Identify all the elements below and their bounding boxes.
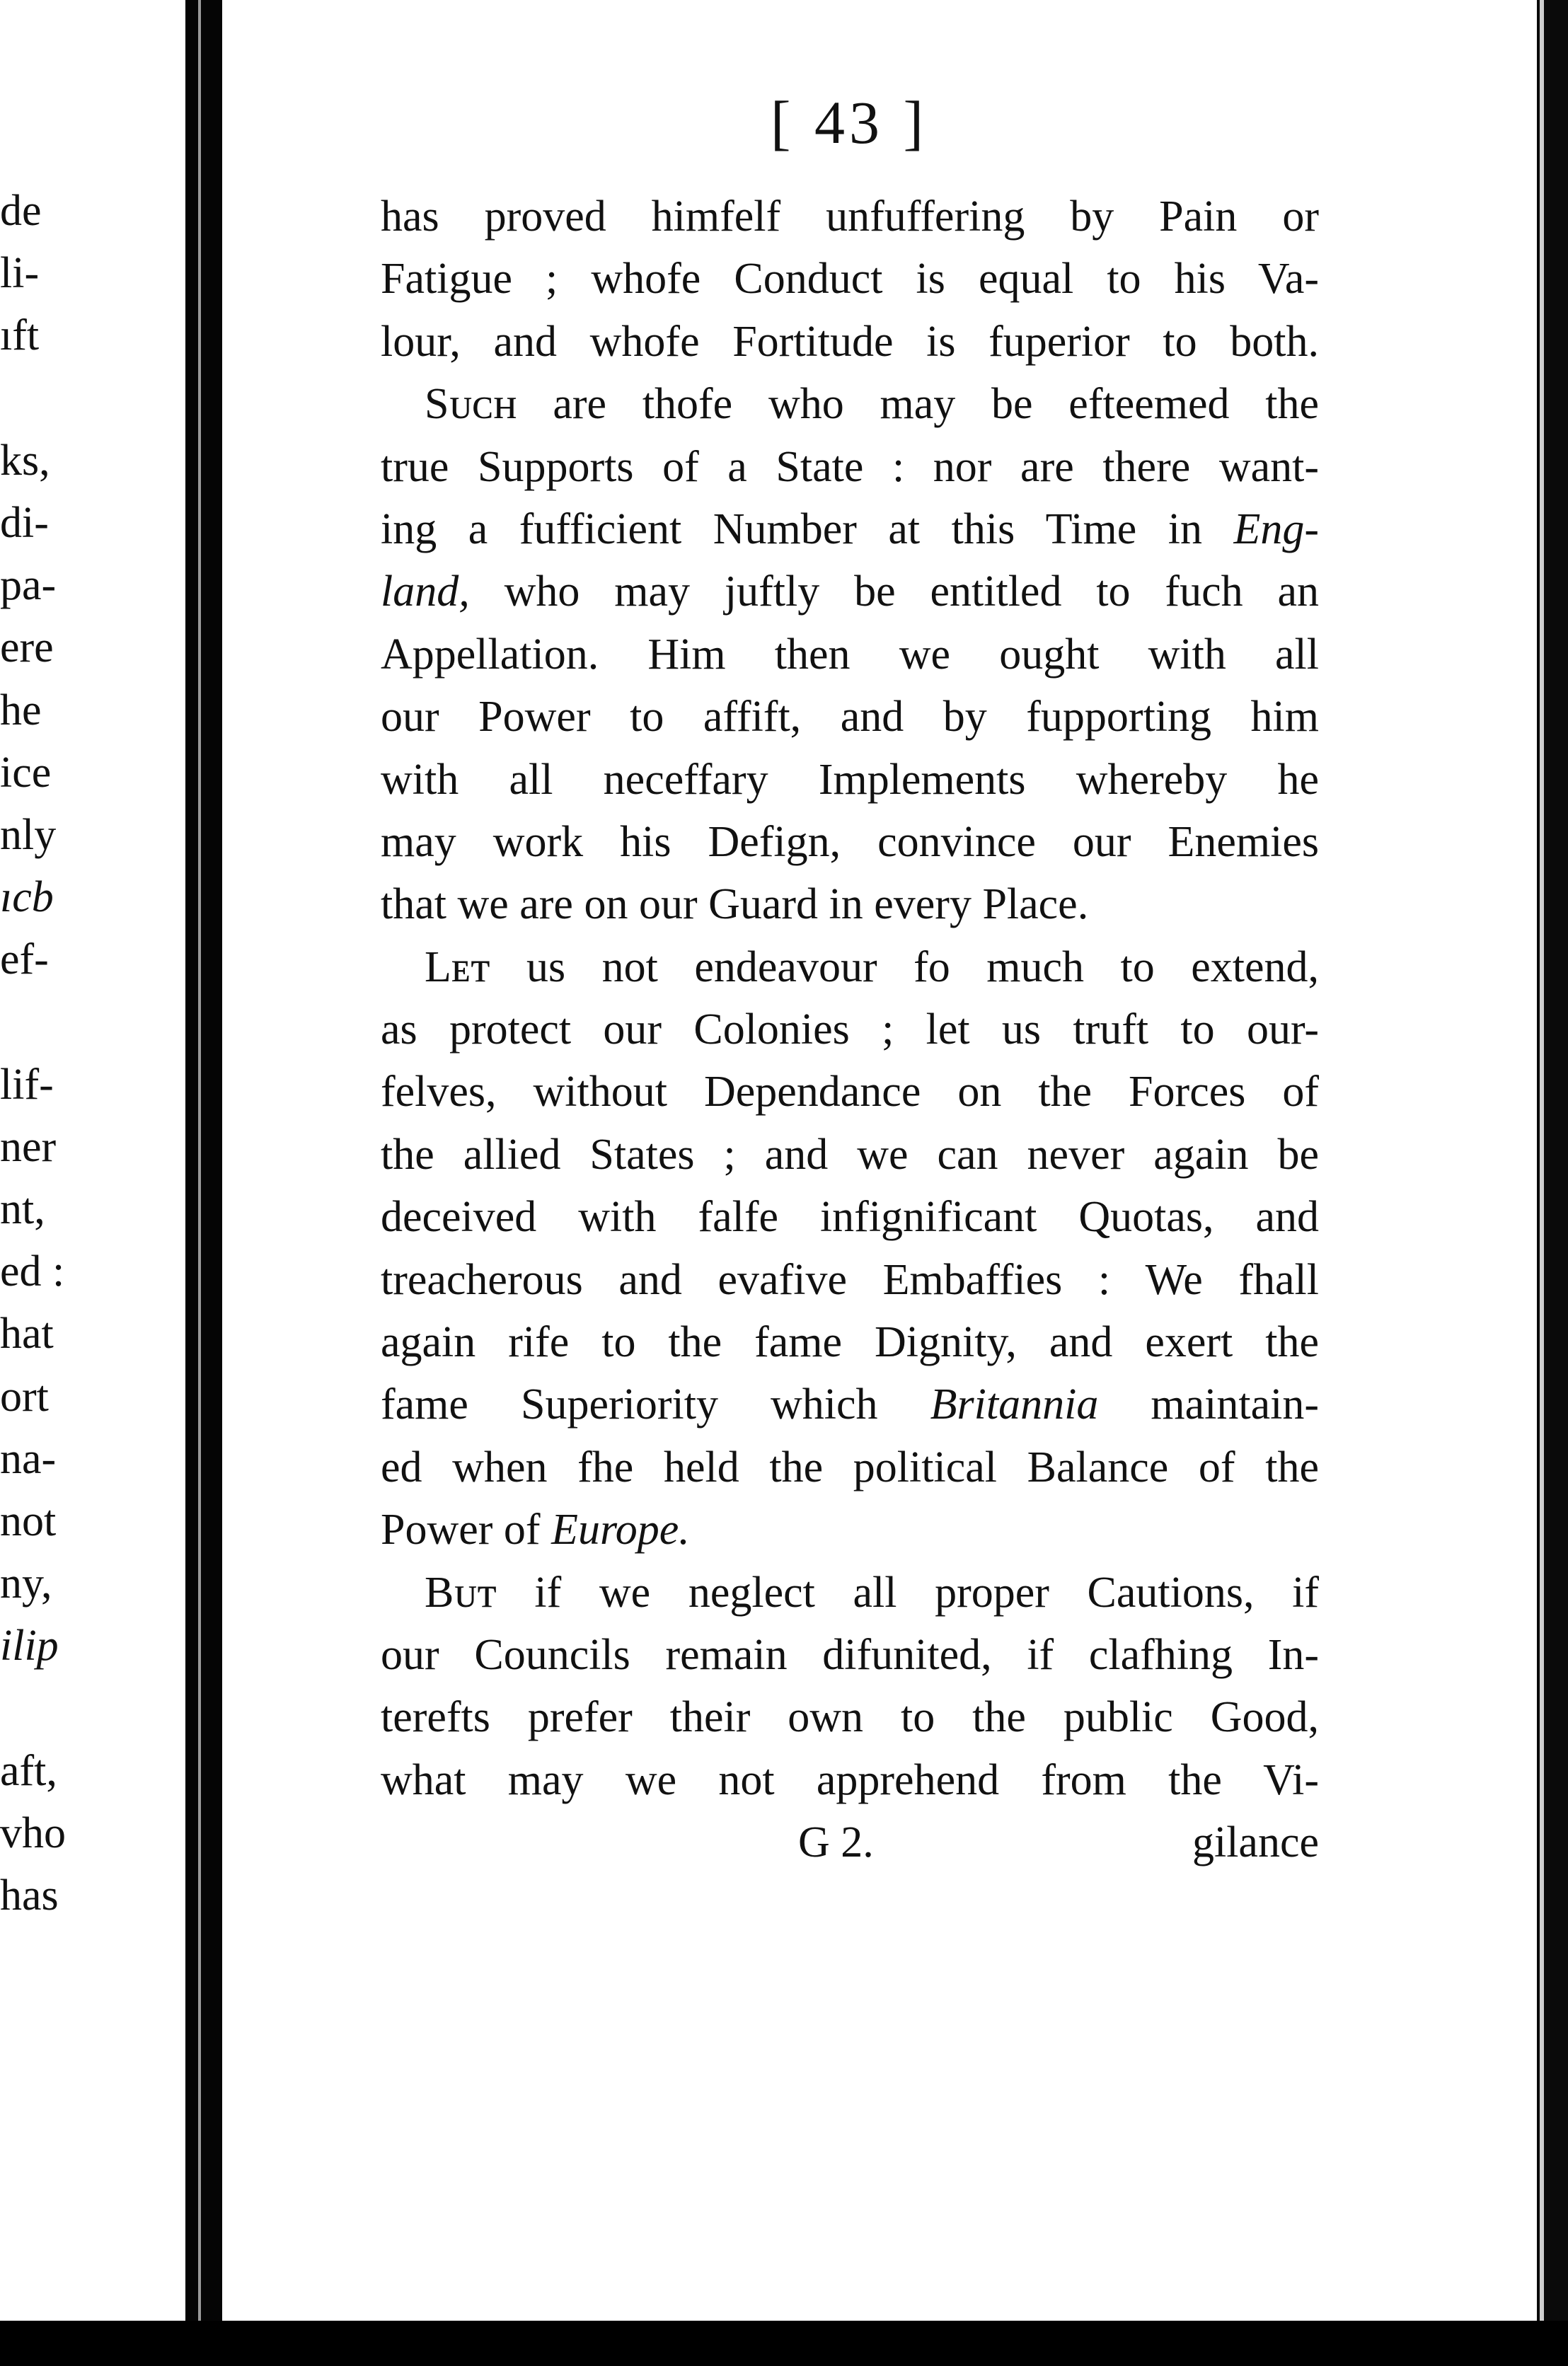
left-fragment (0, 1678, 66, 1740)
text-line: treacherous and evafive Embaffies : We fhall (381, 1255, 1319, 1304)
page-number: [ 43 ] (770, 88, 928, 156)
text-line: Power of Europe. (381, 1506, 690, 1554)
left-fragment: vho (0, 1808, 66, 1857)
left-fragment: ed : (0, 1247, 65, 1296)
page-footer (381, 1811, 1319, 1874)
text-line: fame Superiority which Britannia maintain- (381, 1380, 1319, 1429)
text-line: terefts prefer their own to the public Good, (381, 1693, 1319, 1742)
gutter-edge (198, 0, 201, 2328)
text-line: our Power to affift, and by fupporting him (381, 693, 1319, 741)
paragraph-start-line: Bᴜᴛ if we neglect all proper Cautions, if (425, 1568, 1319, 1617)
text-line: lour, and whofe Fortitude is fuperior to both. (381, 317, 1319, 366)
left-fragment: ef- (0, 935, 49, 984)
left-fragment: di- (0, 498, 49, 547)
left-fragment (0, 367, 66, 429)
text-line: true Supports of a State : nor are there want- (381, 442, 1319, 491)
left-fragment: hat (0, 1310, 54, 1358)
catchword: gilance (1192, 1818, 1319, 1866)
left-fragment: ıft (0, 311, 40, 360)
left-fragment: pa- (0, 561, 57, 610)
text-line: felves, without Dependance on the Forces of (381, 1068, 1319, 1116)
text-line: as protect our Colonies ; let us truft to our- (381, 1005, 1319, 1054)
left-fragment: aft, (0, 1746, 57, 1795)
left-fragment: he (0, 686, 42, 734)
left-page-fragments (0, 180, 66, 1927)
left-fragment: nly (0, 810, 57, 859)
left-fragment: de (0, 187, 42, 235)
text-line: ed when fhe held the political Balance of the (381, 1443, 1319, 1491)
text-line: our Councils remain difunited, if clafhing In- (381, 1630, 1319, 1679)
left-fragment: nt, (0, 1185, 45, 1233)
left-fragment: ner (0, 1122, 57, 1171)
text-line: that we are on our Guard in every Place. (381, 880, 1089, 929)
text-line: land, who may juftly be entitled to fuch an (381, 567, 1319, 616)
left-fragment: ere (0, 623, 54, 672)
left-fragment: has (0, 1871, 59, 1920)
text-line: has proved himfelf unfuffering by Pain or (381, 192, 1319, 241)
text-line: the allied States ; and we can never again be (381, 1130, 1319, 1179)
text-line: what may we not apprehend from the Vi- (381, 1755, 1319, 1804)
left-fragment: ilip (0, 1622, 59, 1670)
left-fragment: not (0, 1496, 57, 1545)
book-gutter (185, 0, 222, 2366)
left-fragment: na- (0, 1434, 57, 1483)
paragraph-start-line: Sᴜᴄʜ are thofe who may be efteemed the (425, 380, 1319, 429)
left-fragment: ort (0, 1372, 49, 1421)
scan-bottom-border (0, 2321, 1568, 2366)
left-facing-page (0, 0, 185, 2328)
text-line: ing a fufficient Number at this Time in Eng- (381, 504, 1319, 553)
text-line: Fatigue ; whofe Conduct is equal to his Va- (381, 255, 1319, 304)
text-line: may work his Defign, convince our Enemies (381, 817, 1319, 866)
page-right-edge-line (1540, 0, 1544, 2321)
left-fragment: ice (0, 748, 52, 797)
text-line: deceived with falfe infignificant Quotas, and (381, 1193, 1319, 1242)
text-line: again rife to the fame Dignity, and exert the (381, 1318, 1319, 1367)
left-fragment: ny, (0, 1559, 52, 1608)
signature-mark: G 2. (798, 1818, 874, 1866)
text-line: with all neceffary Implements whereby he (381, 755, 1319, 804)
body-text (381, 185, 1319, 1811)
left-fragment (0, 991, 66, 1053)
left-fragment: ıcb (0, 873, 54, 922)
left-fragment: lif- (0, 1060, 54, 1109)
text-line: Appellation. Him then we ought with all (381, 630, 1319, 679)
left-fragment: li- (0, 249, 40, 298)
left-fragment: ks, (0, 436, 50, 485)
paragraph-start-line: Lᴇᴛ us not endeavour fo much to extend, (425, 942, 1319, 991)
